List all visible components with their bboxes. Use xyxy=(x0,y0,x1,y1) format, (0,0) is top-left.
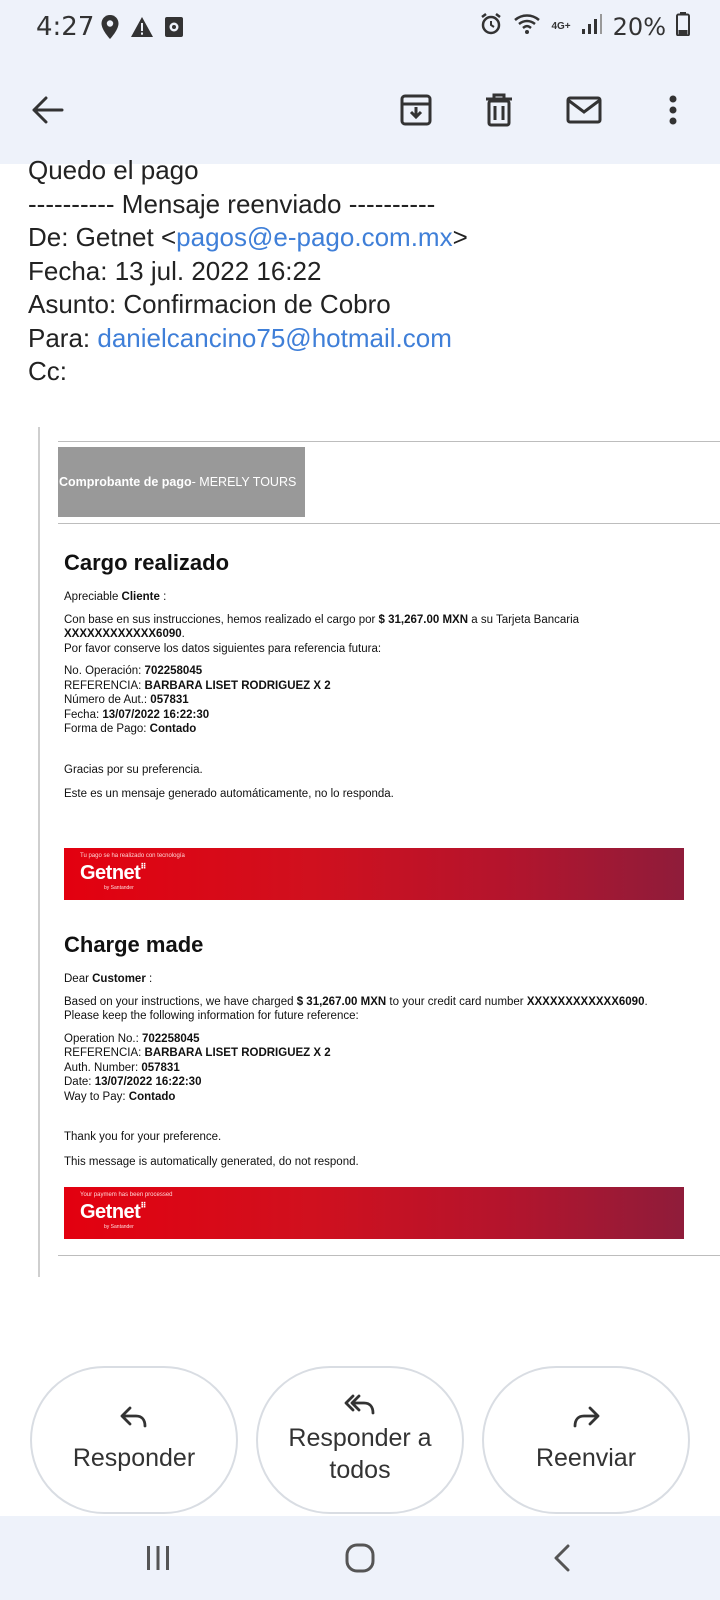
network-type-label: 4G+ xyxy=(551,21,571,32)
system-nav-bar xyxy=(0,1516,720,1600)
recent-apps-icon xyxy=(144,1545,172,1571)
mark-unread-button[interactable] xyxy=(556,82,612,138)
warning-icon xyxy=(130,16,154,43)
thanks-es: Gracias por su preferencia. xyxy=(64,763,203,776)
receipt-section-es xyxy=(64,550,704,802)
getnet-logo: Getnet⠿ xyxy=(80,862,147,884)
back-arrow-icon xyxy=(32,96,64,124)
operation-row: No. Operación: 702258045 xyxy=(64,665,203,677)
payment-row: Forma de Pago: Contado xyxy=(64,723,197,735)
trash-icon xyxy=(484,93,514,127)
details-es xyxy=(64,664,704,737)
getnet-logo: Getnet⠿ xyxy=(80,1201,147,1223)
date-row: Date: 13/07/2022 16:22:30 xyxy=(64,1076,202,1088)
back-button[interactable] xyxy=(20,82,76,138)
battery-icon xyxy=(676,12,690,41)
status-right-icons xyxy=(479,12,690,41)
from-email-link[interactable]: pagos@e-pago.com.mx xyxy=(176,222,453,252)
reference-row: REFERENCIA: BARBARA LISET RODRIGUEZ X 2 xyxy=(64,679,331,692)
body-line-1: Quedo el pago xyxy=(28,155,199,185)
battery-percent: 20% xyxy=(612,12,666,41)
alarm-icon xyxy=(479,12,503,41)
greeting-en: Dear Customer : xyxy=(64,973,153,985)
forward-separator: ---------- Mensaje reenviado ---------- xyxy=(28,188,436,219)
operation-row: Operation No.: 702258045 xyxy=(64,1032,200,1045)
date-row: Fecha: 13/07/2022 16:22:30 xyxy=(64,708,210,721)
home-icon xyxy=(345,1543,375,1573)
reply-icon xyxy=(120,1406,148,1428)
auth-row: Número de Aut.: 057831 xyxy=(64,694,189,706)
auto-message-en: This message is automatically generated, do not respond. xyxy=(64,1155,359,1168)
to-line: Para: danielcancino75@hotmail.com xyxy=(28,322,452,353)
email-toolbar xyxy=(0,56,720,164)
reply-label: Responder xyxy=(72,1444,196,1472)
forward-label: Reenviar xyxy=(535,1444,637,1472)
divider xyxy=(58,523,720,524)
auto-message-es: Este es un mensaje generado automáticamente, no lo responda. xyxy=(64,788,394,800)
charge-paragraph-en: Based on your instructions, we have charged $ 31,267.00 MXN to your credit card number XXXXXXXXXXXX6090. xyxy=(64,995,648,1008)
forward-icon xyxy=(572,1406,600,1428)
auth-row: Auth. Number: 057831 xyxy=(64,1061,180,1074)
cc-line: Cc: xyxy=(28,356,67,386)
section-title-en: Charge made xyxy=(64,932,204,957)
archive-icon xyxy=(399,93,433,127)
reference-note-en: Please keep the following information for future reference: xyxy=(64,1010,359,1022)
divider xyxy=(58,1255,720,1256)
screenshot-icon xyxy=(164,16,184,43)
more-options-button[interactable] xyxy=(645,82,701,138)
details-en xyxy=(64,1032,704,1105)
delete-button[interactable] xyxy=(471,82,527,138)
mail-icon xyxy=(566,96,602,124)
reference-note-es: Por favor conserve los datos siguientes para referencia futura: xyxy=(64,642,382,655)
status-time: 4:27 xyxy=(36,12,95,42)
getnet-banner-en: Your paymem has been processed Getnet⠿ by Santander xyxy=(64,1187,684,1239)
location-icon xyxy=(100,14,120,45)
receipt-section-en xyxy=(64,932,704,1169)
getnet-banner-es: Tu pago se ha realizado con tecnología Getnet⠿ by Santander xyxy=(64,848,684,900)
nav-back-button[interactable] xyxy=(532,1532,592,1584)
recent-apps-button[interactable] xyxy=(128,1532,188,1584)
subject-line: Asunto: Confirmacion de Cobro xyxy=(28,289,391,319)
archive-button[interactable] xyxy=(388,82,444,138)
status-bar xyxy=(0,0,720,56)
greeting-es: Apreciable Cliente : xyxy=(64,591,167,603)
section-title-es: Cargo realizado xyxy=(64,550,230,575)
reply-button[interactable] xyxy=(30,1366,238,1514)
reply-all-icon xyxy=(344,1394,376,1416)
reference-row: REFERENCIA: BARBARA LISET RODRIGUEZ X 2 xyxy=(64,1047,331,1059)
chevron-left-icon xyxy=(553,1544,571,1572)
more-vert-icon xyxy=(668,95,678,125)
thanks-en: Thank you for your preference. xyxy=(64,1131,222,1143)
to-email-link[interactable]: danielcancino75@hotmail.com xyxy=(97,322,452,353)
wifi-icon xyxy=(513,13,541,40)
receipt-header: Comprobante de pago - MERELY TOURS xyxy=(58,447,305,517)
forward-button[interactable] xyxy=(482,1366,690,1514)
payment-row: Way to Pay: Contado xyxy=(64,1090,176,1103)
signal-icon xyxy=(581,13,603,40)
reply-all-label: Responder a todos xyxy=(288,1424,432,1484)
status-left-icons xyxy=(100,14,184,45)
charge-paragraph-es: Con base en sus instrucciones, hemos realizado el cargo por $ 31,267.00 MXN a su Tarjeta Bancaria XXXXXXXXXXXX6090. xyxy=(64,613,580,640)
divider xyxy=(58,441,720,442)
home-button[interactable] xyxy=(330,1532,390,1584)
quote-bar xyxy=(38,427,40,1277)
reply-all-button[interactable] xyxy=(256,1366,464,1514)
from-line: De: Getnet <pagos@e-pago.com.mx> xyxy=(28,222,468,252)
email-body xyxy=(28,154,468,389)
date-line: Fecha: 13 jul. 2022 16:22 xyxy=(28,255,322,286)
